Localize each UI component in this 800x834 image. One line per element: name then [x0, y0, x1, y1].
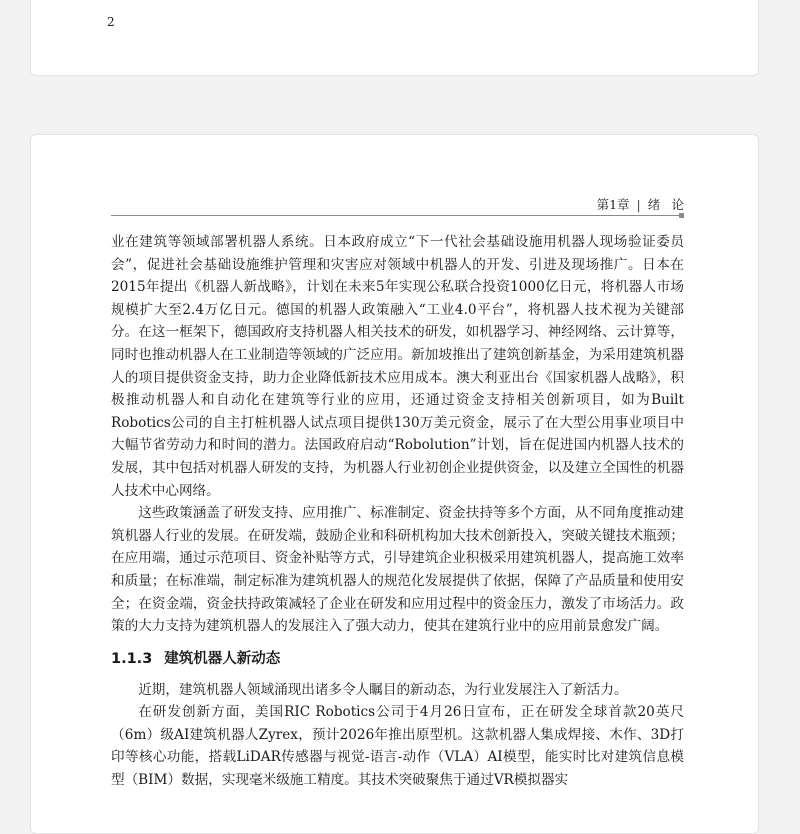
previous-page: [30, 0, 759, 76]
page-number: 2: [107, 15, 115, 29]
paragraph-1: 业在建筑等领域部署机器人系统。日本政府成立“下一代社会基础设施用机器人现场验证委员会”，促进社会基础设施维护管理和灾害应对领域中机器人的开发、引进及现场推广。日本在2015年提出《机器人新战略》，计划在未来5年实现公私联合投资1000亿日元，将机器人市场规模扩大至2.4万亿日元。德国的机器人政策融入“工业4.0平台”，将机器人技术视为关键部分。在这一框架下，德国政府支持机器人相关技术的研发，如机器学习、神经网络、云计算等，同时也推动机器人在工业制造等领域的广泛应用。新加坡推出了建筑创新基金，为采用建筑机器人的项目提供资金支持，助力企业降低新技术应用成本。澳大利亚出台《国家机器人战略》，积极推动机器人和自动化在建筑等行业的应用，还通过资金支持相关创新项目，如为Built Robotics公司的自主打桩机器人试点项目提供130万美元资金，展示了在大型公用事业项目中大幅节省劳动力和时间的潜力。法国政府启动“Robolution”计划，旨在促进国内机器人技术的发展，其中包括对机器人研发的支持，为机器人行业初创企业提供资金，以及建立全国性的机器人技术中心网络。: [111, 234, 684, 499]
paragraph-3: 近期，建筑机器人领域涌现出诸多令人瞩目的新动态，为行业发展注入了新活力。: [138, 681, 628, 698]
header-rule-end-mark: [679, 213, 684, 218]
body-text: [111, 231, 684, 792]
running-header: [111, 195, 696, 213]
section-heading: [111, 648, 684, 670]
paragraph-4: 在研发创新方面，美国RIC Robotics公司于4月26日宣布，正在研发全球首款20英尺（6m）级AI建筑机器人Zyrex，预计2026年推出原型机。这款机器人集成焊接、木作、3D打印等核心功能，搭载LiDAR传感器与视觉-语言-动作（VLA）AI模型，能实时比对建筑信息模型（BIM）数据，实现毫米级施工精度。其技术突破聚焦于通过VR模拟器实: [111, 704, 684, 789]
paragraph-2: 这些政策涵盖了研发支持、应用推广、标准制定、资金扶持等多个方面，从不同角度推动建筑机器人行业的发展。在研发端，鼓励企业和科研机构加大技术创新投入，突破关键技术瓶颈；在应用端，通过示范项目、资金补贴等方式，引导建筑企业积极采用建筑机器人，提高施工效率和质量；在标准端，制定标准为建筑机器人的规范化发展提供了依据，保障了产品质量和使用安全；在资金端，资金扶持政策减轻了企业在研发和应用过程中的资金压力，激发了市场活力。政策的大力支持为建筑机器人的发展注入了强大动力，使其在建筑行业中的应用前景愈发广阔。: [111, 505, 684, 635]
header-separator: |: [636, 197, 641, 212]
chapter-label: 第1章: [596, 197, 630, 212]
section-number: 1.1.3: [111, 650, 153, 667]
header-rule: [111, 215, 680, 216]
current-page: [30, 134, 759, 834]
section-title: 建筑机器人新动态: [164, 650, 281, 667]
chapter-title: 绪论: [647, 197, 696, 212]
